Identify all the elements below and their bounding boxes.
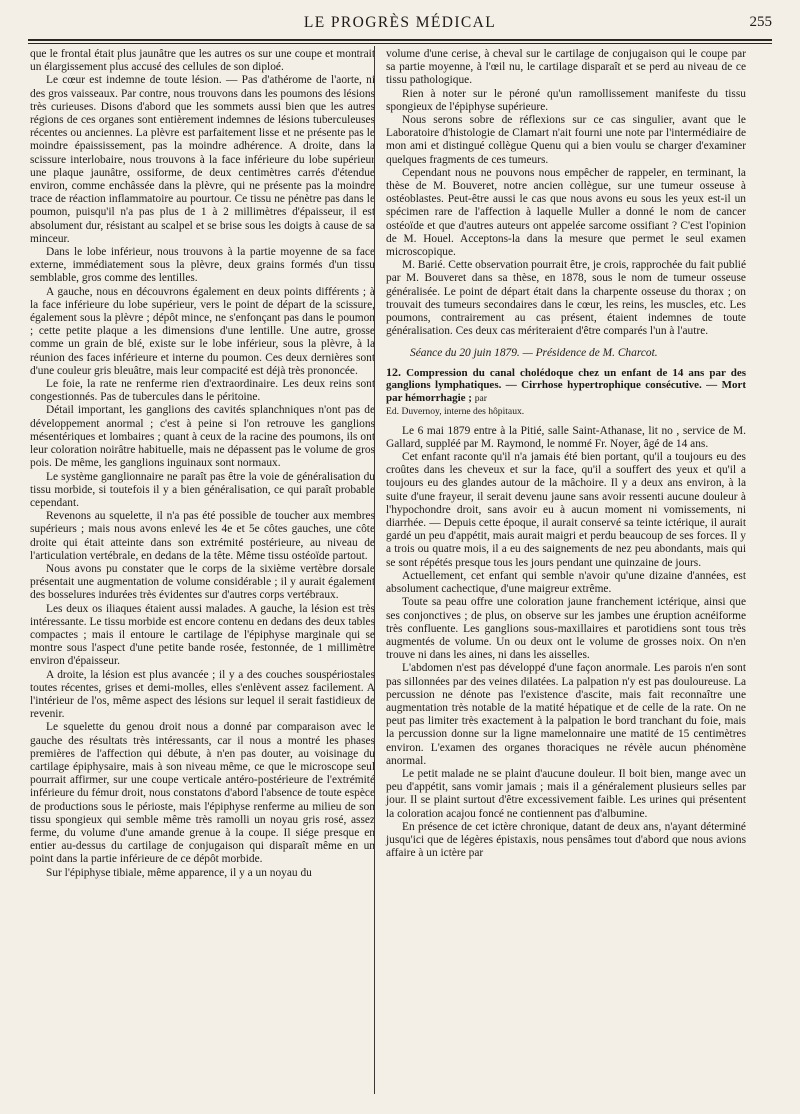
paragraph: Le foie, la rate ne renferme rien d'extraordinaire. Les deux reins sont congestionnés. Pas de tubercules dans le péritoine. [30,378,375,404]
paragraph: que le frontal était plus jaunâtre que les autres os sur une coupe et montrait un élargissement plus accusé des cellules de son diploé. [30,48,375,74]
paragraph: L'abdomen n'est pas développé d'une façon anormale. Les parois n'en sont pas sillonnées par des veines dilatées. La palpation n'y est pas douloureuse. La percussion ne dénote pas l'existence d'ascite, mais fait reconnaître une augmentation très notable de la matité hépatique et de celle de la rate. On ne peut pas limiter très exactement à la palpation le bord tranchant du foie, mais la percussion donne sur la ligne mamelonnaire une matité de 15 centimètres environ. L'examen des organes thoraciques ne révèle aucun phénomène anormal. [386,662,746,767]
paragraph: Sur l'épiphyse tibiale, même apparence, il y a un noyau du [46,866,312,879]
paragraph: Le squelette du genou droit nous a donné par comparaison avec le gauche des résultats très intéressants, car il nous a montré les phases premières de l'affection qui débute, à n'en pas douter, au voisinage du cartilage épiphysaire, mais à son niveau même, ce que le microscope seul pourrait affirmer, sur une coupe verticale antéro-postérieure de l'extrémité inférieure du fémur droit, nous constatons d'abord l'absence de toute espèce de productions sous le périoste, mais l'épiphyse renferme au milieu de son tissu spongieux qui semble même très ramolli un noyau gris rosé, assez ferme, du volume d'une amande grenue à la coupe. Il siége presque en entier au-dessus du cartilage de conjugaison qui disparaît même en un point dans la partie inférieure de ce dépôt morbide. [30,721,375,866]
paragraph: M. Barié. Cette observation pourrait être, je crois, rapprochée du fait publié par M. Bouveret dans sa thèse, en 1878, sous le nom de tumeur osseuse généralisée. Le point de départ était dans la charpente osseuse du thorax ; on trouvait des tumeurs secondaires dans le cœur, les reins, les muscles, etc. Les poumons, contrairement au cas présent, étaient indemnes de toute généralisation. Ces deux cas mériteraient d'être comparés l'un à l'autre. [386,259,746,338]
paragraph: A droite, la lésion est plus avancée ; il y a des couches souspériostales toutes récentes, grises et demi-molles, elles s'enlèvent assez facilement. A l'intérieur de l'os, même aspect des lésions sur lequel il serait fastidieux de revenir. [30,668,375,721]
paragraph: A gauche, nous en découvrons également en deux points différents ; à la face inférieure du lobe supérieur, vers le point de départ de la scissure, également sous la plèvre ; dépôt mince, ne s'enfonçant pas dans le poumon ; cette petite plaque a les dimensions d'une lentille. Une autre, grosse comme un grain de blé, existe sur le lobe inférieur, sous la plèvre, à la réunion des faces inférieure et interne du poumon. Ces deux dernières sont d'une couleur gris bleuâtre, mais leur compacité est déjà très prononcée. [30,285,375,377]
paragraph: Le 6 mai 1879 entre à la Pitié, salle Saint-Athanase, lit no , service de M. Gallard, suppléé par M. Raymond, le nommé Fr. Noyer, âgé de 14 ans. [386,424,746,450]
page-number: 255 [749,14,772,30]
paragraph: Cependant nous ne pouvons nous empêcher de rappeler, en terminant, la thèse de M. Bouveret, notre ancien collègue, sur une tumeur osseuse à ostéoblastes. Peut-être aussi le cas que nous avons eu sous les yeux est-il un spécimen rare de l'affection à laquelle Muller a donné le nom de cancer ostéoïde et que d'autres auteurs ont appelée sarcome ossifiant ? C'est l'opinion de M. Houel. Acceptons-la dans la mesure que permet le seul examen microscopique. [386,166,746,259]
header-rule-thick [28,39,772,41]
article-author: Ed. Duvernoy, interne des hôpitaux. [386,406,525,418]
right-column [386,48,746,860]
paragraph: Le système ganglionnaire ne paraît pas être la voie de généralisation du tissu morbide, si toutefois il y a bien généralisation, ce qui paraît probable cependant. [30,470,375,509]
column-divider [374,46,375,1094]
paragraph: Nous serons sobre de réflexions sur ce cas singulier, avant que le Laboratoire d'histologie de Clamart n'ait fourni une note par l'intermédiaire de mon ami et distingué collègue Quenu qui a bien voulu se charger d'examiner quelques fragments de ces tumeurs. [386,114,746,166]
paragraph: Cet enfant raconte qu'il n'a jamais été bien portant, qu'il a toujours eu des croûtes dans les cheveux et sur la face, qu'il a souffert des yeux et qu'il a toujours eu des glandes autour de la mâchoire. Il y a deux ans environ, à la suite d'une frayeur, il serait devenu jaune sans avoir ressenti aucune douleur à l'hypochondre droit, sans avoir eu à aucun moment ni vomissements, ni diarrhée. — Depuis cette époque, il aurait conservé sa teinte ictérique, il aurait gardé un peu d'appétit, mais aurait maigri et perdu beaucoup de ses forces. Il y a trois ou quatre mois, il a eu des saignements de nez peu abondants, mais qui se sont répétés presque tous les jours pendant une quinzaine de jours. [386,451,746,569]
journal-title: LE PROGRÈS MÉDICAL [303,14,497,31]
article-by: par [474,392,487,404]
paragraph: Le petit malade ne se plaint d'aucune douleur. Il boit bien, mange avec un peu d'appétit, sans vomir jamais ; mais il a généralement plusieurs selles par jour. Il se plaint surtout d'être excessivement faible. Les urines qui présentent la coloration acajou foncé ne contiennent pas d'albumine. [386,767,746,820]
session-heading: Séance du 20 juin 1879. — Présidence de M. Charcot. [410,347,658,360]
paragraph: Dans le lobe inférieur, nous trouvons à la partie moyenne de sa face externe, immédiatement sous la plèvre, deux grains formés d'un tissu semblable, gros comme des lentilles. [30,246,375,285]
article-number: 12. [386,364,401,379]
paragraph: Revenons au squelette, il n'a pas été possible de toucher aux membres supérieurs ; mais nous avons enlevé les 4e et 5e côtes gauches, une côte droite qui était atteinte dans son extrémité postérieure, au niveau de l'articulation vertébrale, en dedans de la tête. Même tissu ostéoïde partout. [30,510,375,562]
paragraph: Les deux os iliaques étaient aussi malades. A gauche, la lésion est très intéressante. Le tissu morbide est encore contenu en dedans des deux tables compactes ; mais il entoure le cartilage de l'épiphyse marginale qui se montre sous l'aspect d'une petite bande rosée, festonnée, de 1 millimètre environ d'épaisseur. [30,602,375,668]
paragraph: Toute sa peau offre une coloration jaune franchement ictérique, ainsi que ses conjonctives ; de plus, on observe sur les jambes une éruption acnéiforme très confluente. Les ganglions sous-maxillaires et parotidiens sont tous très augmentés de volume. Un ou deux ont le volume de grosses noix. On n'en trouve ni dans les aines, ni dans les aisselles. [386,596,746,662]
article-title: Compression du canal cholédoque chez un enfant de 14 ans par des ganglions lymphatiques. — Cirrhose hypertrophique consécutive. — Mort par hémorrhagie ; [386,366,747,404]
paragraph: Rien à noter sur le péroné qu'un ramollissement manifeste du tissu spongieux de l'épiphyse supérieure. [386,87,746,113]
paragraph: volume d'une cerise, à cheval sur le cartilage de conjugaison qui le coupe par sa partie moyenne, à l'œil nu, le cartilage disparaît et se perd au niveau de ce tissu pathologique. [386,48,746,87]
page-header [28,12,772,36]
paragraph: Actuellement, cet enfant qui semble n'avoir qu'une dizaine d'années, est absolument cachectique, d'une maigreur extrême. [386,569,746,596]
article-heading [386,366,746,406]
paragraph: Détail important, les ganglions des cavités splanchniques n'ont pas de développement anormal ; c'est à peine si l'on retrouve les ganglions mésentériques et lombaires ; quant à ceux de la racine des poumons, ils ont leur coloration noirâtre habituelle, mais ne dépassent pas le volume de gros pois. De même, les ganglions inguinaux sont normaux. [30,404,375,470]
paragraph: En présence de cet ictère chronique, datant de deux ans, n'ayant déterminé jusqu'ici que de légères épistaxis, nous pensâmes tout d'abord que nous avions affaire à un ictère par [386,820,746,860]
left-column [30,48,375,880]
paragraph: Nous avons pu constater que le corps de la sixième vertèbre dorsale présentait une augmentation de volume considérable ; il y aurait également des bosselures indurées très évidentes sur d'autres corps vertébraux. [30,562,375,602]
header-rule-thin [28,43,772,44]
paragraph: Le cœur est indemne de toute lésion. — Pas d'athérome de l'aorte, ni des gros vaisseaux. Par contre, nous trouvons dans les poumons des lésions très curieuses. Disons d'abord que les sommets aussi bien que les autres régions de ces organes sont entièrement indemnes de lésions tuberculeuses récentes ou anciennes. La plèvre est parfaitement lisse et ne présente pas le moindre épaississement, pas la moindre adhérence. A droite, dans la scissure interlobaire, nous trouvons à la face inférieure du lobe supérieur une plaque jaunâtre, ossiforme, de deux centimètres carrés d'étendue environ, comme enchâssée dans la plèvre, qui ne présente pas la moindre trace de réaction inflammatoire au pourtour. Ce tissu ne pénètre pas dans le poumon, puisqu'il n'a pas plus de 1 à 2 millimètres d'épaisseur, il est absolument dur, résistant au scalpel et se brise sous les doigts à cause de sa minceur. [30,74,375,245]
